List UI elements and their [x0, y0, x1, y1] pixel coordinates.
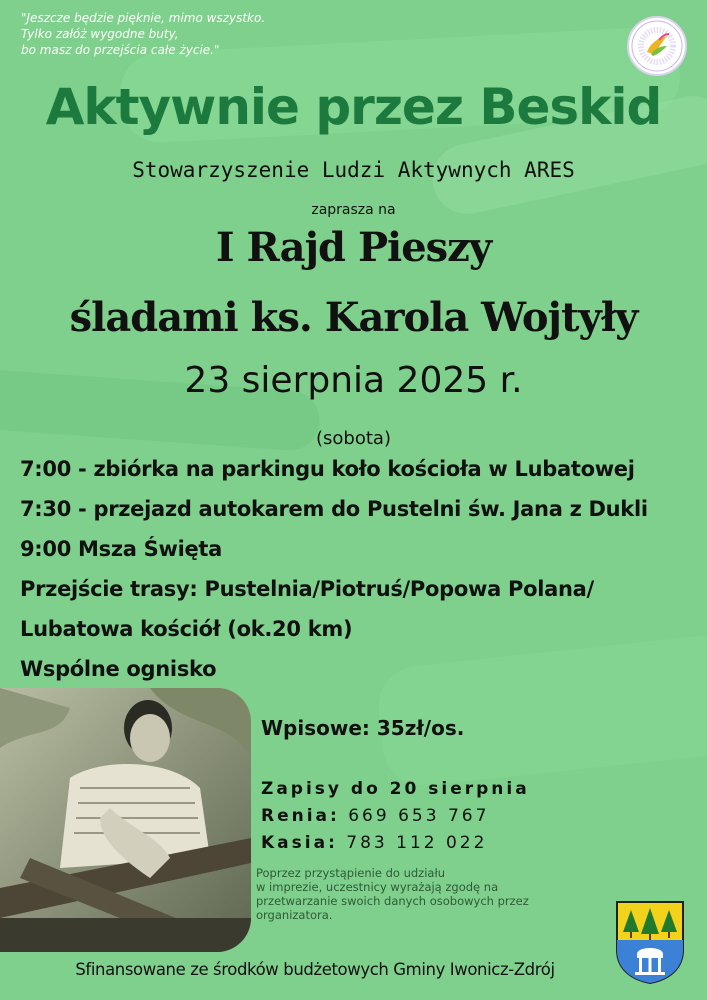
schedule-item: Przejście trasy: Pustelnia/Piotruś/Popowa Polana/ — [20, 577, 594, 601]
contact-row — [261, 830, 530, 857]
contact-name: Renia: — [261, 806, 340, 826]
event-weekday: (sobota) — [316, 428, 391, 449]
contact-phone: 669 653 767 — [348, 806, 490, 826]
event-date: 23 sierpnia 2025 r. — [184, 360, 523, 401]
signup-deadline: Zapisy do 20 sierpnia — [261, 779, 530, 799]
consent-note — [256, 866, 606, 922]
schedule-item: 7:00 - zbiórka na parkingu koło kościoła w Lubatowej — [20, 457, 635, 481]
campaign-title: Aktywnie przez Beskid — [45, 78, 662, 136]
organizer-name: Stowarzyszenie Ludzi Aktywnych ARES — [132, 158, 575, 182]
contact-name: Kasia: — [261, 833, 338, 853]
schedule-list — [20, 452, 700, 692]
ares-logo-icon — [627, 16, 687, 76]
motto-quote — [21, 10, 321, 58]
invite-text: zaprasza na — [311, 202, 396, 218]
schedule-item: 7:30 - przejazd autokarem do Pustelni św. Jana z Dukli — [20, 497, 648, 521]
funding-note: Sfinansowane ze środków budżetowych Gminy Iwonicz-Zdrój — [75, 960, 555, 979]
consent-line: organizatora. — [256, 908, 333, 922]
schedule-item: Wspólne ognisko — [20, 657, 217, 681]
event-title-line2: śladami ks. Karola Wojtyły — [69, 294, 638, 341]
schedule-item: Lubatowa kościół (ok.20 km) — [20, 617, 353, 641]
entry-fee: Wpisowe: 35zł/os. — [261, 716, 465, 740]
contact-phone: 783 112 022 — [346, 833, 488, 853]
consent-line: w imprezie, uczestnicy wyrażają zgodę na — [256, 880, 499, 894]
contact-row — [261, 803, 530, 830]
motto-line: Tylko załóż wygodne buty, — [21, 27, 179, 41]
consent-line: Poprzez przystąpienie do udziału — [256, 866, 446, 880]
schedule-item: 9:00 Msza Święta — [20, 537, 223, 561]
event-title-line1: I Rajd Pieszy — [215, 224, 492, 271]
motto-line: "Jeszcze będzie pięknie, mimo wszystko. — [21, 11, 266, 25]
historical-photo-icon — [0, 688, 251, 952]
signup-info — [261, 776, 530, 857]
motto-line: bo masz do przejścia całe życie." — [21, 43, 220, 57]
consent-line: przetwarzanie swoich danych osobowych przez — [256, 894, 529, 908]
